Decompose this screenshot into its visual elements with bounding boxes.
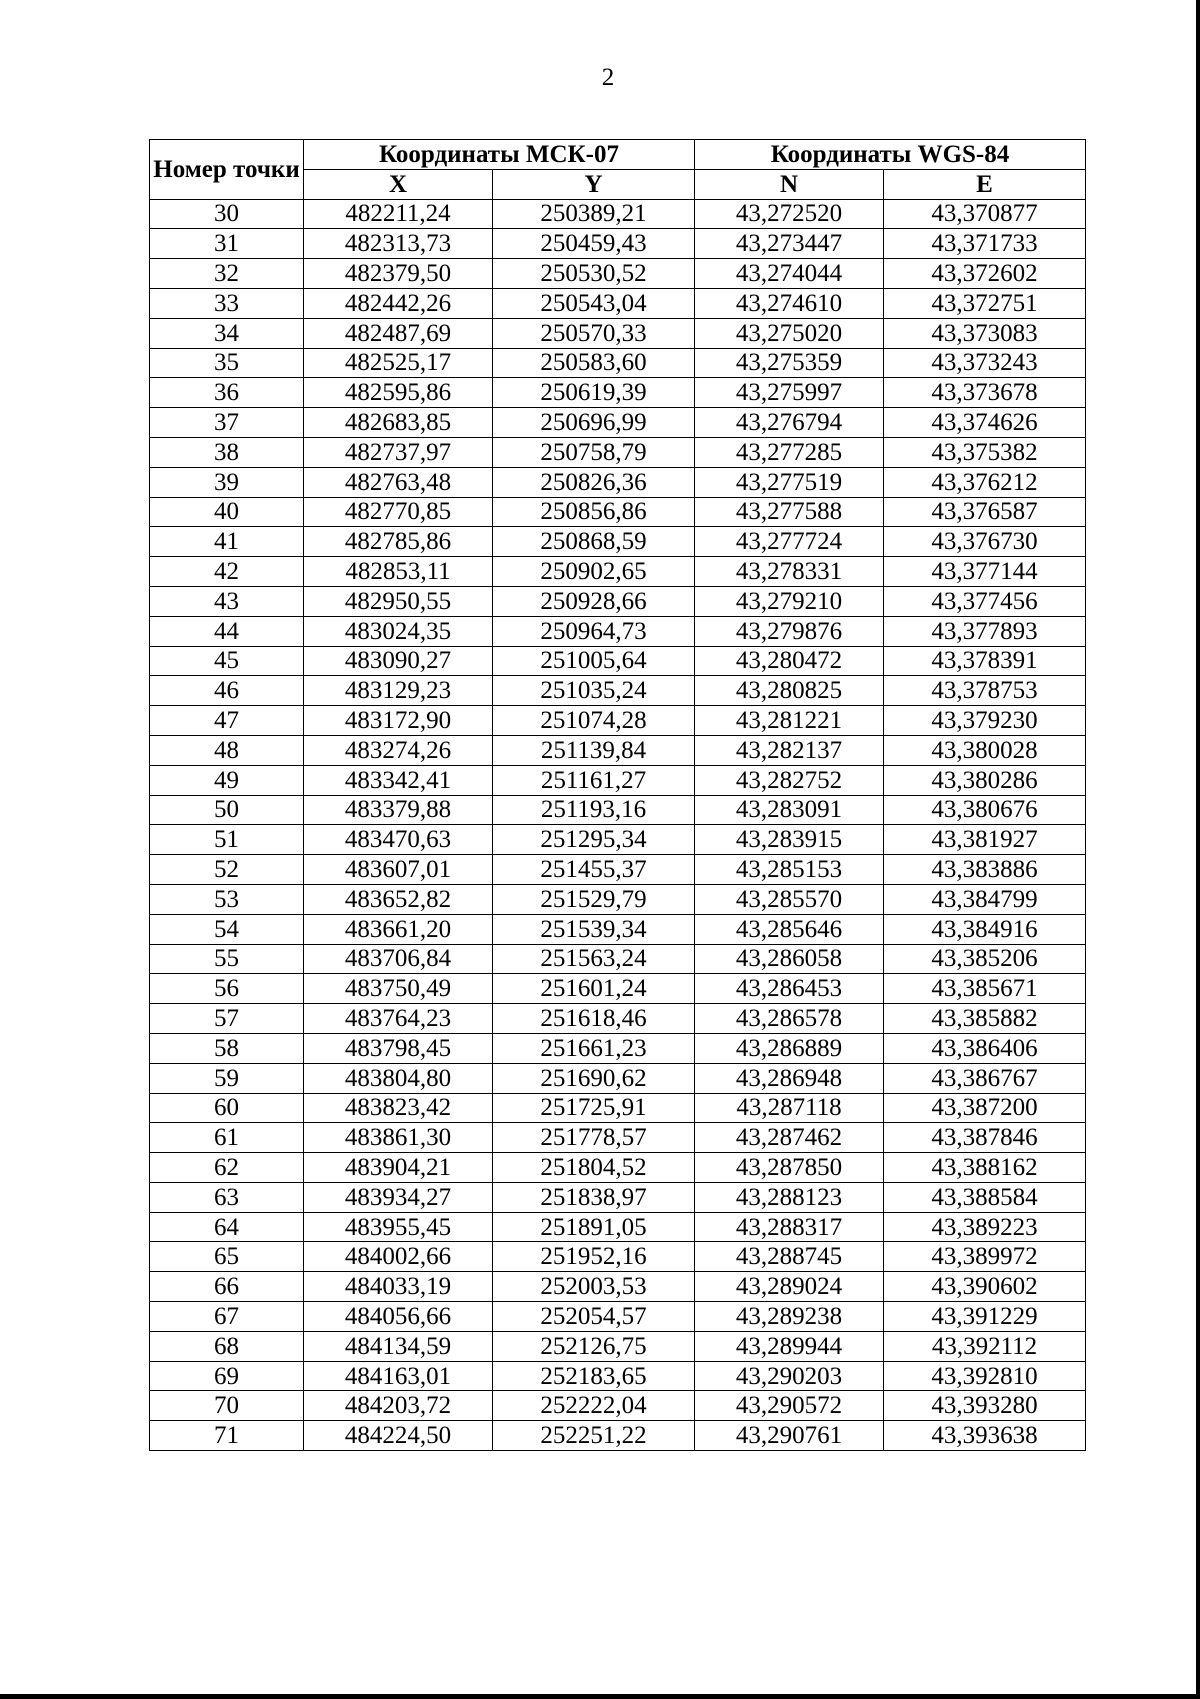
point-number-cell: 64: [150, 1212, 304, 1242]
table-row: [150, 1331, 1086, 1361]
n-cell: 43,286578: [695, 1004, 884, 1034]
point-number-cell: 69: [150, 1361, 304, 1391]
point-number-cell: 34: [150, 318, 304, 348]
table-row: [150, 1153, 1086, 1183]
x-cell: 483934,27: [304, 1182, 493, 1212]
point-number-cell: 63: [150, 1182, 304, 1212]
point-number-cell: 30: [150, 199, 304, 229]
table-row: [150, 1421, 1086, 1451]
n-cell: 43,280472: [695, 646, 884, 676]
y-cell: 251725,91: [493, 1093, 695, 1123]
x-cell: 484134,59: [304, 1331, 493, 1361]
point-number-cell: 32: [150, 259, 304, 289]
n-cell: 43,277285: [695, 437, 884, 467]
n-cell: 43,282137: [695, 735, 884, 765]
e-cell: 43,376212: [884, 467, 1086, 497]
x-cell: 484056,66: [304, 1302, 493, 1332]
n-cell: 43,285570: [695, 884, 884, 914]
scan-edge-bottom: [0, 1694, 1200, 1699]
point-number-cell: 33: [150, 288, 304, 318]
coordinates-table: [149, 139, 1086, 1451]
table-row: [150, 1093, 1086, 1123]
point-number-cell: 70: [150, 1391, 304, 1421]
n-cell: 43,275020: [695, 318, 884, 348]
point-number-cell: 58: [150, 1033, 304, 1063]
x-cell: 483750,49: [304, 974, 493, 1004]
n-cell: 43,288745: [695, 1242, 884, 1272]
point-number-cell: 59: [150, 1063, 304, 1093]
table-row: [150, 825, 1086, 855]
point-number-cell: 52: [150, 855, 304, 885]
y-cell: 251455,37: [493, 855, 695, 885]
y-cell: 251838,97: [493, 1182, 695, 1212]
y-cell: 250583,60: [493, 348, 695, 378]
e-cell: 43,384799: [884, 884, 1086, 914]
n-cell: 43,272520: [695, 199, 884, 229]
table-row: [150, 1361, 1086, 1391]
e-cell: 43,375382: [884, 437, 1086, 467]
table-row: [150, 944, 1086, 974]
point-number-cell: 60: [150, 1093, 304, 1123]
e-cell: 43,381927: [884, 825, 1086, 855]
e-cell: 43,383886: [884, 855, 1086, 885]
e-cell: 43,371733: [884, 229, 1086, 259]
y-cell: 250902,65: [493, 557, 695, 587]
n-cell: 43,290761: [695, 1421, 884, 1451]
y-cell: 251295,34: [493, 825, 695, 855]
y-cell: 250868,59: [493, 527, 695, 557]
table-row: [150, 1242, 1086, 1272]
x-cell: 482525,17: [304, 348, 493, 378]
x-cell: 482211,24: [304, 199, 493, 229]
y-cell: 250826,36: [493, 467, 695, 497]
e-cell: 43,379230: [884, 706, 1086, 736]
x-cell: 484224,50: [304, 1421, 493, 1451]
x-cell: 483661,20: [304, 914, 493, 944]
table-row: [150, 288, 1086, 318]
y-column-header: Y: [493, 169, 695, 199]
n-cell: 43,289238: [695, 1302, 884, 1332]
point-number-cell: 41: [150, 527, 304, 557]
x-cell: 483861,30: [304, 1123, 493, 1153]
n-cell: 43,273447: [695, 229, 884, 259]
table-row: [150, 616, 1086, 646]
e-cell: 43,376587: [884, 497, 1086, 527]
y-cell: 250459,43: [493, 229, 695, 259]
point-number-cell: 37: [150, 408, 304, 438]
e-cell: 43,387200: [884, 1093, 1086, 1123]
x-cell: 483652,82: [304, 884, 493, 914]
table-row: [150, 229, 1086, 259]
x-cell: 483379,88: [304, 795, 493, 825]
y-cell: 251690,62: [493, 1063, 695, 1093]
y-cell: 250856,86: [493, 497, 695, 527]
table-row: [150, 467, 1086, 497]
e-cell: 43,389972: [884, 1242, 1086, 1272]
x-cell: 483804,80: [304, 1063, 493, 1093]
x-cell: 483090,27: [304, 646, 493, 676]
point-number-cell: 61: [150, 1123, 304, 1153]
point-number-cell: 67: [150, 1302, 304, 1332]
y-cell: 251005,64: [493, 646, 695, 676]
e-cell: 43,387846: [884, 1123, 1086, 1153]
e-cell: 43,393280: [884, 1391, 1086, 1421]
y-cell: 251952,16: [493, 1242, 695, 1272]
table-row: [150, 1033, 1086, 1063]
point-number-cell: 66: [150, 1272, 304, 1302]
x-cell: 483706,84: [304, 944, 493, 974]
point-number-cell: 39: [150, 467, 304, 497]
n-cell: 43,280825: [695, 676, 884, 706]
n-cell: 43,287850: [695, 1153, 884, 1183]
e-cell: 43,380286: [884, 765, 1086, 795]
table-body: [150, 199, 1086, 1450]
point-number-cell: 45: [150, 646, 304, 676]
table-header: [150, 140, 1086, 200]
point-number-cell: 48: [150, 735, 304, 765]
y-cell: 251035,24: [493, 676, 695, 706]
x-cell: 482313,73: [304, 229, 493, 259]
table-row: [150, 378, 1086, 408]
x-cell: 484033,19: [304, 1272, 493, 1302]
msk07-group-header: Координаты МСК-07: [304, 140, 695, 170]
e-cell: 43,385671: [884, 974, 1086, 1004]
wgs84-group-header: Координаты WGS-84: [695, 140, 1086, 170]
table-row: [150, 765, 1086, 795]
e-cell: 43,370877: [884, 199, 1086, 229]
y-cell: 250758,79: [493, 437, 695, 467]
e-cell: 43,392112: [884, 1331, 1086, 1361]
n-cell: 43,277588: [695, 497, 884, 527]
x-cell: 483024,35: [304, 616, 493, 646]
n-cell: 43,290203: [695, 1361, 884, 1391]
point-number-cell: 35: [150, 348, 304, 378]
y-cell: 251618,46: [493, 1004, 695, 1034]
page-number: 2: [601, 64, 615, 91]
y-cell: 251891,05: [493, 1212, 695, 1242]
point-number-header: Номер точки: [150, 140, 304, 200]
e-cell: 43,386406: [884, 1033, 1086, 1063]
n-cell: 43,285153: [695, 855, 884, 885]
table-row: [150, 1004, 1086, 1034]
table-row: [150, 1302, 1086, 1332]
e-cell: 43,373678: [884, 378, 1086, 408]
x-cell: 484203,72: [304, 1391, 493, 1421]
x-cell: 483955,45: [304, 1212, 493, 1242]
e-cell: 43,377144: [884, 557, 1086, 587]
y-cell: 250696,99: [493, 408, 695, 438]
n-cell: 43,287118: [695, 1093, 884, 1123]
table-row: [150, 527, 1086, 557]
e-cell: 43,393638: [884, 1421, 1086, 1451]
e-cell: 43,389223: [884, 1212, 1086, 1242]
y-cell: 251563,24: [493, 944, 695, 974]
e-cell: 43,372602: [884, 259, 1086, 289]
point-number-cell: 62: [150, 1153, 304, 1183]
x-cell: 482785,86: [304, 527, 493, 557]
y-cell: 251139,84: [493, 735, 695, 765]
e-cell: 43,377893: [884, 616, 1086, 646]
x-cell: 482487,69: [304, 318, 493, 348]
n-cell: 43,289944: [695, 1331, 884, 1361]
x-cell: 483274,26: [304, 735, 493, 765]
point-number-cell: 31: [150, 229, 304, 259]
n-cell: 43,277519: [695, 467, 884, 497]
n-cell: 43,279210: [695, 586, 884, 616]
y-cell: 252251,22: [493, 1421, 695, 1451]
n-cell: 43,286889: [695, 1033, 884, 1063]
table-row: [150, 1212, 1086, 1242]
x-cell: 482595,86: [304, 378, 493, 408]
table-row: [150, 557, 1086, 587]
point-number-cell: 51: [150, 825, 304, 855]
x-cell: 482737,97: [304, 437, 493, 467]
n-cell: 43,290572: [695, 1391, 884, 1421]
e-cell: 43,385882: [884, 1004, 1086, 1034]
x-column-header: X: [304, 169, 493, 199]
e-cell: 43,386767: [884, 1063, 1086, 1093]
table-row: [150, 1272, 1086, 1302]
x-cell: 483172,90: [304, 706, 493, 736]
table-row: [150, 706, 1086, 736]
table-row: [150, 914, 1086, 944]
y-cell: 251804,52: [493, 1153, 695, 1183]
x-cell: 483607,01: [304, 855, 493, 885]
x-cell: 483798,45: [304, 1033, 493, 1063]
e-cell: 43,388162: [884, 1153, 1086, 1183]
n-cell: 43,288317: [695, 1212, 884, 1242]
n-cell: 43,283915: [695, 825, 884, 855]
n-cell: 43,286058: [695, 944, 884, 974]
point-number-cell: 50: [150, 795, 304, 825]
x-cell: 483904,21: [304, 1153, 493, 1183]
e-cell: 43,378391: [884, 646, 1086, 676]
n-cell: 43,285646: [695, 914, 884, 944]
e-cell: 43,388584: [884, 1182, 1086, 1212]
e-cell: 43,384916: [884, 914, 1086, 944]
n-cell: 43,274610: [695, 288, 884, 318]
point-number-cell: 36: [150, 378, 304, 408]
y-cell: 252054,57: [493, 1302, 695, 1332]
n-cell: 43,274044: [695, 259, 884, 289]
table-row: [150, 884, 1086, 914]
point-number-cell: 40: [150, 497, 304, 527]
y-cell: 250964,73: [493, 616, 695, 646]
table-row: [150, 974, 1086, 1004]
point-number-cell: 55: [150, 944, 304, 974]
n-cell: 43,283091: [695, 795, 884, 825]
n-column-header: N: [695, 169, 884, 199]
n-cell: 43,286948: [695, 1063, 884, 1093]
x-cell: 483764,23: [304, 1004, 493, 1034]
n-cell: 43,279876: [695, 616, 884, 646]
y-cell: 251074,28: [493, 706, 695, 736]
point-number-cell: 49: [150, 765, 304, 795]
point-number-cell: 53: [150, 884, 304, 914]
point-number-cell: 46: [150, 676, 304, 706]
table-row: [150, 199, 1086, 229]
y-cell: 251601,24: [493, 974, 695, 1004]
table-row: [150, 1182, 1086, 1212]
x-cell: 483129,23: [304, 676, 493, 706]
n-cell: 43,281221: [695, 706, 884, 736]
y-cell: 250570,33: [493, 318, 695, 348]
e-cell: 43,380028: [884, 735, 1086, 765]
y-cell: 251529,79: [493, 884, 695, 914]
table-row: [150, 676, 1086, 706]
e-cell: 43,391229: [884, 1302, 1086, 1332]
point-number-cell: 38: [150, 437, 304, 467]
n-cell: 43,275997: [695, 378, 884, 408]
point-number-cell: 54: [150, 914, 304, 944]
e-cell: 43,373243: [884, 348, 1086, 378]
table-row: [150, 348, 1086, 378]
point-number-cell: 57: [150, 1004, 304, 1034]
scan-edge-right: [1196, 0, 1200, 1699]
table-row: [150, 735, 1086, 765]
table-row: [150, 318, 1086, 348]
e-cell: 43,392810: [884, 1361, 1086, 1391]
x-cell: 483470,63: [304, 825, 493, 855]
e-cell: 43,377456: [884, 586, 1086, 616]
table-row: [150, 586, 1086, 616]
x-cell: 482442,26: [304, 288, 493, 318]
x-cell: 482379,50: [304, 259, 493, 289]
x-cell: 482770,85: [304, 497, 493, 527]
point-number-cell: 47: [150, 706, 304, 736]
n-cell: 43,275359: [695, 348, 884, 378]
table-row: [150, 1391, 1086, 1421]
y-cell: 250928,66: [493, 586, 695, 616]
e-cell: 43,385206: [884, 944, 1086, 974]
e-cell: 43,378753: [884, 676, 1086, 706]
e-cell: 43,380676: [884, 795, 1086, 825]
point-number-cell: 43: [150, 586, 304, 616]
point-number-cell: 68: [150, 1331, 304, 1361]
x-cell: 482683,85: [304, 408, 493, 438]
x-cell: 482763,48: [304, 467, 493, 497]
y-cell: 250530,52: [493, 259, 695, 289]
table-row: [150, 1063, 1086, 1093]
e-cell: 43,376730: [884, 527, 1086, 557]
n-cell: 43,286453: [695, 974, 884, 1004]
y-cell: 252222,04: [493, 1391, 695, 1421]
y-cell: 251661,23: [493, 1033, 695, 1063]
x-cell: 482853,11: [304, 557, 493, 587]
y-cell: 251161,27: [493, 765, 695, 795]
table-row: [150, 497, 1086, 527]
x-cell: 484163,01: [304, 1361, 493, 1391]
table-row: [150, 855, 1086, 885]
n-cell: 43,276794: [695, 408, 884, 438]
y-cell: 252126,75: [493, 1331, 695, 1361]
point-number-cell: 44: [150, 616, 304, 646]
e-cell: 43,374626: [884, 408, 1086, 438]
e-cell: 43,373083: [884, 318, 1086, 348]
table-row: [150, 1123, 1086, 1153]
x-cell: 482950,55: [304, 586, 493, 616]
y-cell: 251539,34: [493, 914, 695, 944]
n-cell: 43,278331: [695, 557, 884, 587]
point-number-cell: 42: [150, 557, 304, 587]
point-number-cell: 65: [150, 1242, 304, 1272]
y-cell: 252003,53: [493, 1272, 695, 1302]
table-row: [150, 795, 1086, 825]
x-cell: 483342,41: [304, 765, 493, 795]
n-cell: 43,288123: [695, 1182, 884, 1212]
e-cell: 43,390602: [884, 1272, 1086, 1302]
y-cell: 252183,65: [493, 1361, 695, 1391]
point-number-cell: 71: [150, 1421, 304, 1451]
header-row-groups: [150, 140, 1086, 170]
n-cell: 43,287462: [695, 1123, 884, 1153]
n-cell: 43,282752: [695, 765, 884, 795]
n-cell: 43,277724: [695, 527, 884, 557]
n-cell: 43,289024: [695, 1272, 884, 1302]
y-cell: 250619,39: [493, 378, 695, 408]
point-number-cell: 56: [150, 974, 304, 1004]
table-row: [150, 646, 1086, 676]
e-cell: 43,372751: [884, 288, 1086, 318]
table-row: [150, 259, 1086, 289]
e-column-header: E: [884, 169, 1086, 199]
y-cell: 251193,16: [493, 795, 695, 825]
y-cell: 250389,21: [493, 199, 695, 229]
y-cell: 251778,57: [493, 1123, 695, 1153]
table-row: [150, 437, 1086, 467]
x-cell: 483823,42: [304, 1093, 493, 1123]
y-cell: 250543,04: [493, 288, 695, 318]
x-cell: 484002,66: [304, 1242, 493, 1272]
table-row: [150, 408, 1086, 438]
